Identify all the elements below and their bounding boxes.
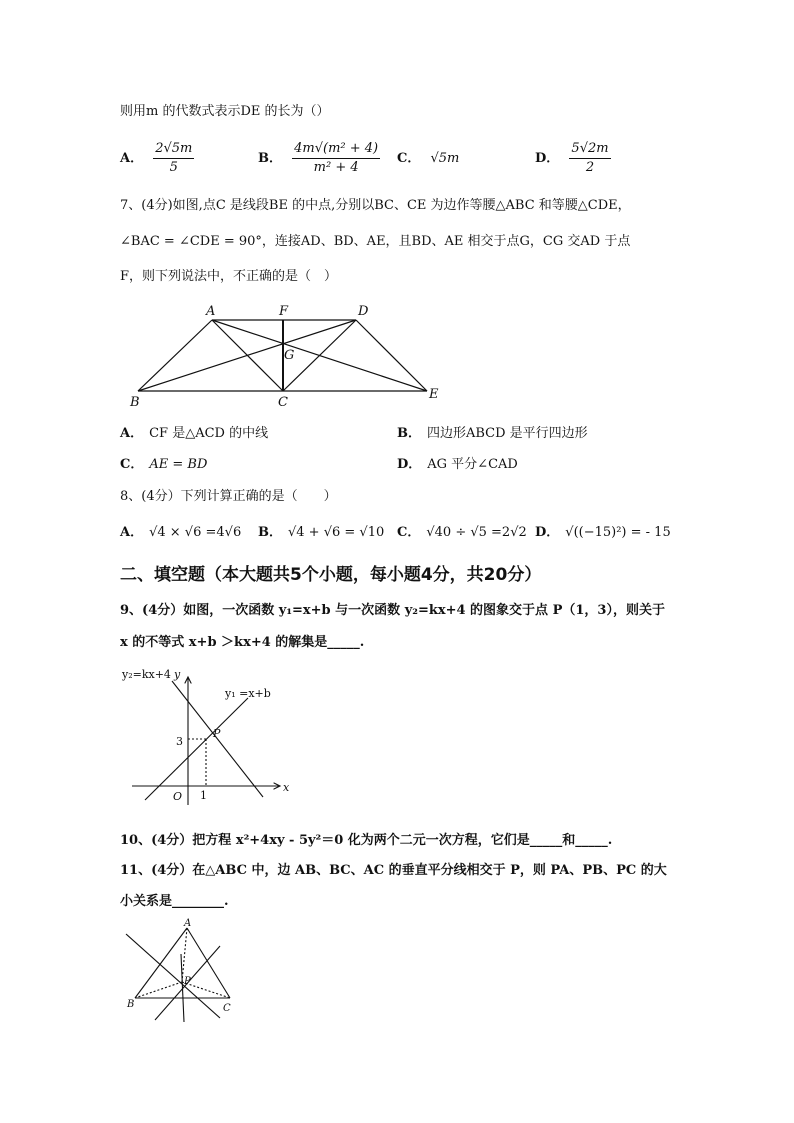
label-1: 1 xyxy=(200,789,207,802)
q6-d-numerator: 5√2m xyxy=(569,140,610,159)
segment-ab xyxy=(135,928,187,998)
q6-option-d[interactable]: D． $\frac{5√2m}{2}$ xyxy=(535,141,609,175)
label-b: B xyxy=(127,999,135,1010)
label-d: D xyxy=(358,304,369,319)
q8-stem: 8、(4分）下列计算正确的是（ ） xyxy=(120,489,337,504)
label-y: y xyxy=(174,668,181,681)
q9-line1: 9、(4分）如图，一次函数 y₁=x+b 与一次函数 y₂=kx+4 的图象交于点 P（1，3），则关于 xyxy=(120,603,665,618)
segment-ae xyxy=(212,320,427,391)
q7-option-d[interactable]: D． AG 平分∠CAD xyxy=(397,457,518,472)
label-y2: y₂=kx+4 xyxy=(122,668,171,681)
q10-line1: 10、(4分）把方程 x²+4xy - 5y²＝0 化为两个二元一次方程，它们是_____和_____. xyxy=(120,833,613,848)
segment-bd xyxy=(138,320,356,391)
q8-option-b[interactable]: B． √4 + √6 = √10 xyxy=(258,525,385,540)
q6-intro: 则用m 的代数式表示DE 的长为（） xyxy=(120,104,330,119)
q9-graph xyxy=(120,665,300,810)
q7-option-b[interactable]: B． 四边形ABCD 是平行四边形 xyxy=(397,426,588,441)
label-a: A xyxy=(184,918,192,929)
q8-option-d[interactable]: D． √((−15)²) = - 15 xyxy=(535,525,671,540)
q6-b-denominator: m² + 4 xyxy=(313,160,359,175)
q6-d-denominator: 2 xyxy=(585,160,595,175)
q7-line1: 7、(4分)如图,点C 是线段BE 的中点,分别以BC、CE 为边作等腰△ABC 和等腰△CDE， xyxy=(120,198,631,213)
q6-option-c[interactable]: C． √5m xyxy=(397,151,460,166)
label-f: F xyxy=(279,304,289,319)
q11-figure xyxy=(120,918,250,1023)
label-o: O xyxy=(173,790,183,803)
segment-pa xyxy=(182,928,187,982)
label-b: B xyxy=(130,395,140,410)
segment-de xyxy=(356,320,427,391)
segment-ac xyxy=(187,928,230,998)
label-c: C xyxy=(278,395,288,410)
label-a: A xyxy=(206,304,216,319)
label-y1: y₁ =x+b xyxy=(225,687,271,700)
q8-option-a[interactable]: A． √4 × √6 =4√6 xyxy=(120,525,242,540)
q7-option-a[interactable]: A． CF 是△ACD 的中线 xyxy=(120,426,269,441)
label-p: P xyxy=(184,976,191,987)
q7-line2: ∠BAC = ∠CDE = 90°，连接AD、BD、AE，且BD、AE 相交于点G，CG 交AD 于点 xyxy=(120,234,631,249)
label-3: 3 xyxy=(176,735,183,748)
line-y1 xyxy=(145,698,248,800)
q6-option-b[interactable]: B． $\frac{\text{4m√(m² + 4)}}{\text{m² + 4}}$ xyxy=(258,141,379,175)
q7-figure xyxy=(120,300,450,410)
q11-line2: 小关系是________. xyxy=(120,894,229,909)
q11-line1: 11、(4分）在△ABC 中，边 AB、BC、AC 的垂直平分线相交于 P，则 PA、PB、PC 的大 xyxy=(120,863,667,878)
label-e: E xyxy=(429,387,439,402)
q9-line2: x 的不等式 x+b ＞kx+4 的解集是_____. xyxy=(120,635,365,650)
label-g: G xyxy=(284,348,295,363)
q7-line3: F，则下列说法中，不正确的是（ ） xyxy=(120,269,338,284)
q6-b-numerator: 4m√(m² + 4) xyxy=(292,140,380,159)
segment-pb xyxy=(135,982,182,998)
q7-option-c[interactable]: C． AE = BD xyxy=(120,457,208,472)
q6-a-denominator: 5 xyxy=(169,160,178,175)
label-x: x xyxy=(283,781,290,794)
q6-c-text: √5m xyxy=(430,151,460,166)
q8-option-c[interactable]: C． √40 ÷ √5 =2√2 xyxy=(397,525,527,540)
q6-option-a[interactable]: A． $\frac{2√5m}{5}$ xyxy=(120,141,193,175)
section-title: 二、填空题（本大题共5个小题，每小题4分，共20分） xyxy=(120,565,542,585)
q6-a-numerator: 2√5m xyxy=(153,140,194,159)
segment-ab xyxy=(138,320,212,391)
label-c: C xyxy=(223,1003,231,1014)
label-p: P xyxy=(213,727,221,740)
